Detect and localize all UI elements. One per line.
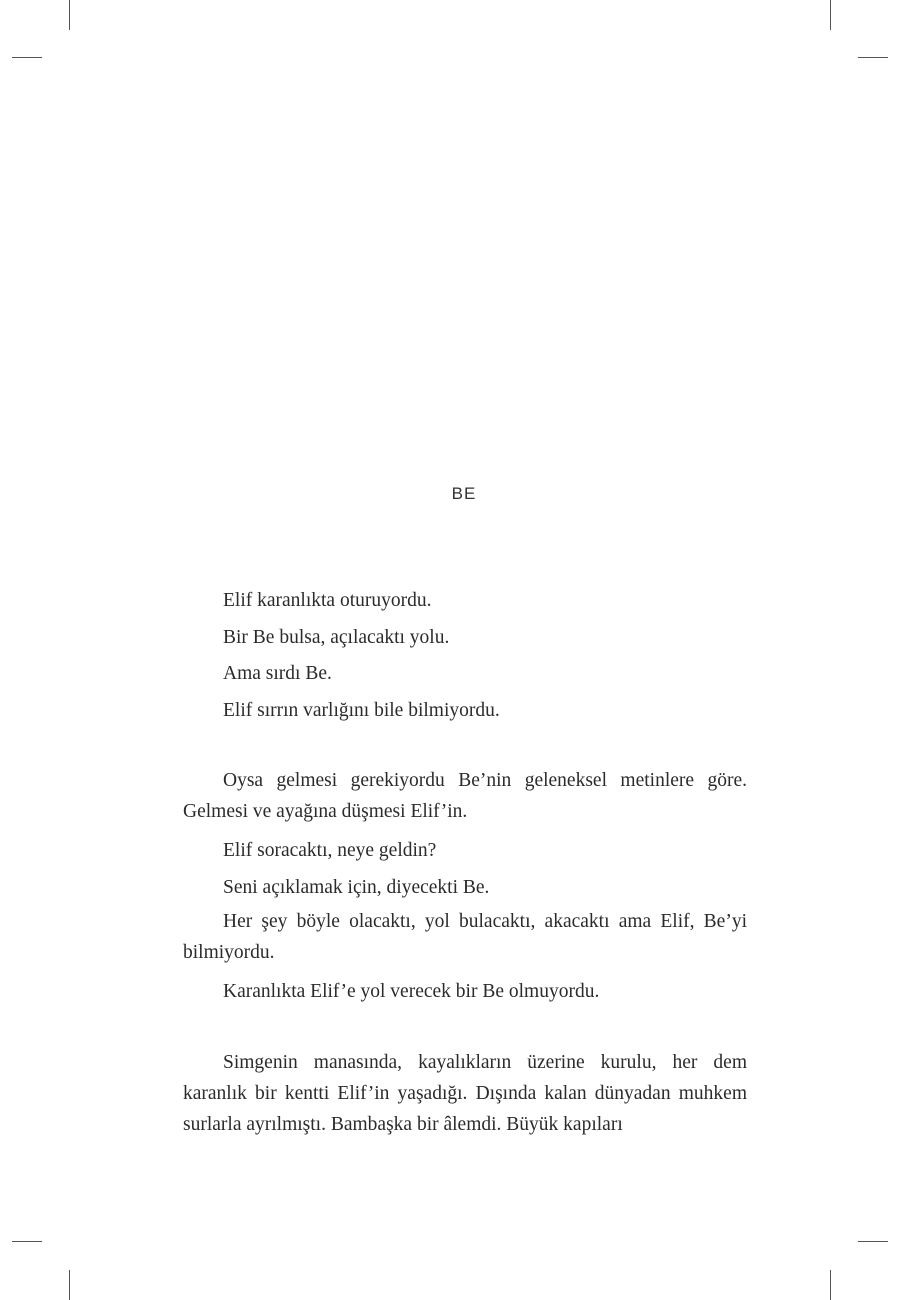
paragraph: Karanlıkta Elif’e yol verecek bir Be olmuyordu. xyxy=(223,981,600,1002)
paragraph: Elif sırrın varlığını bile bilmiyordu. xyxy=(223,699,500,721)
paragraph: Ama sırdı Be. xyxy=(223,663,332,684)
crop-mark-bottom-left-vertical xyxy=(69,1270,70,1300)
chapter-title: BE xyxy=(451,484,477,503)
body-text xyxy=(183,583,747,1146)
crop-mark-bottom-right-horizontal xyxy=(858,1241,888,1242)
paragraph: Her şey böyle olacaktı, yol bulacaktı, akacaktı ama Elif, Be’yi bilmiyordu. xyxy=(183,911,747,963)
crop-mark-top-left-horizontal xyxy=(12,57,42,58)
paragraph: Elif karanlıkta oturuyordu. xyxy=(223,590,432,611)
crop-mark-bottom-left-horizontal xyxy=(12,1241,42,1242)
paragraph: Simgenin manasında, kayalıkların üzerine kurulu, her dem karanlık bir kentti Elif’in yaşadığı. Dışında kalan dünyadan muhkem surlarla ayrılmıştı. Bambaşka bir âlemdi. Büyük kapıları xyxy=(183,1051,747,1135)
crop-mark-top-left-vertical xyxy=(69,0,70,30)
crop-mark-bottom-right-vertical xyxy=(830,1270,831,1300)
paragraph: Bir Be bulsa, açılacaktı yolu. xyxy=(223,626,450,648)
paragraph: Oysa gelmesi gerekiyordu Be’nin geleneksel metinlere göre. Gelmesi ve ayağına düşmesi Elif’in. xyxy=(183,770,747,822)
paragraph: Seni açıklamak için, diyecekti Be. xyxy=(223,876,490,898)
crop-mark-top-right-horizontal xyxy=(858,57,888,58)
crop-mark-top-right-vertical xyxy=(830,0,831,30)
paragraph: Elif soracaktı, neye geldin? xyxy=(223,840,437,861)
